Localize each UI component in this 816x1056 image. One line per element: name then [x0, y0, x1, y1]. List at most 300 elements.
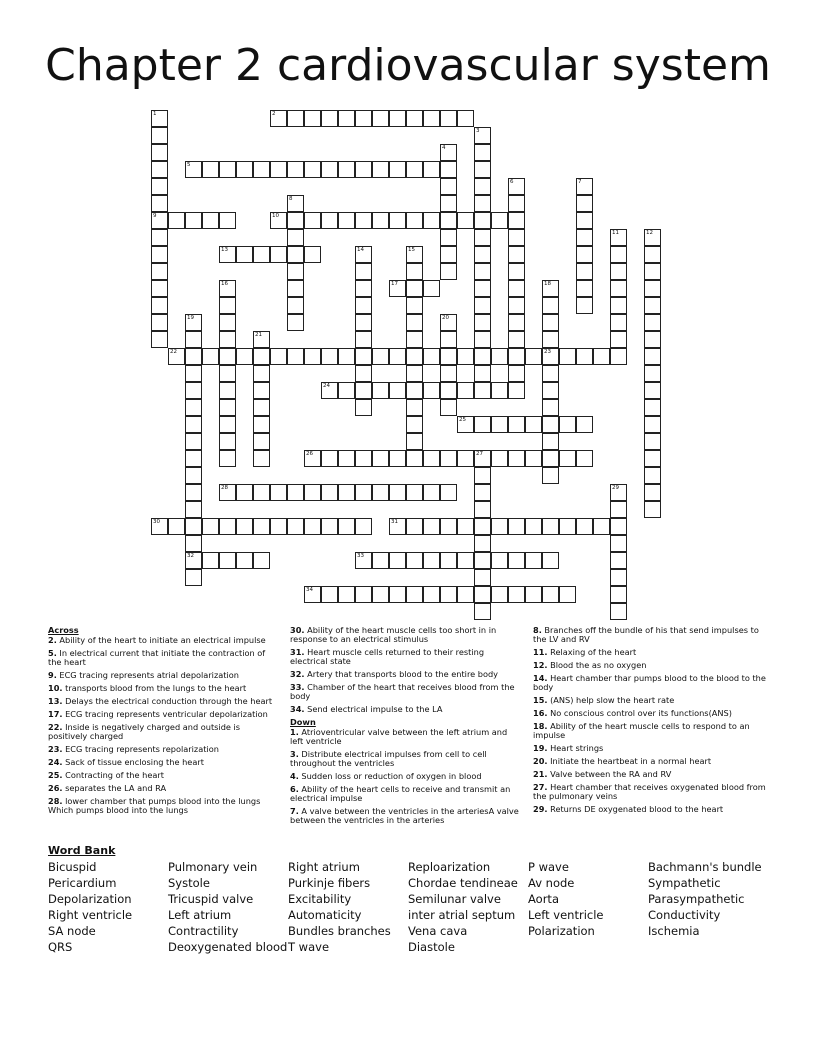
crossword-cell[interactable] [406, 586, 423, 603]
crossword-cell[interactable] [423, 450, 440, 467]
crossword-cell[interactable] [440, 229, 457, 246]
crossword-cell[interactable] [440, 365, 457, 382]
crossword-cell[interactable] [219, 518, 236, 535]
crossword-cell[interactable] [321, 212, 338, 229]
crossword-cell[interactable] [576, 518, 593, 535]
crossword-cell[interactable] [406, 280, 423, 297]
crossword-cell[interactable] [321, 348, 338, 365]
crossword-cell[interactable] [219, 433, 236, 450]
crossword-cell[interactable] [338, 586, 355, 603]
crossword-cell[interactable] [610, 263, 627, 280]
crossword-cell[interactable] [474, 331, 491, 348]
crossword-cell[interactable] [474, 501, 491, 518]
crossword-cell[interactable] [457, 348, 474, 365]
crossword-cell[interactable] [372, 348, 389, 365]
crossword-cell[interactable] [508, 297, 525, 314]
crossword-cell[interactable] [355, 280, 372, 297]
crossword-cell[interactable] [644, 467, 661, 484]
crossword-cell[interactable] [287, 518, 304, 535]
crossword-cell[interactable] [338, 348, 355, 365]
crossword-cell[interactable] [440, 382, 457, 399]
crossword-cell[interactable] [321, 518, 338, 535]
crossword-cell[interactable] [423, 484, 440, 501]
crossword-cell[interactable] [508, 246, 525, 263]
crossword-cell[interactable] [185, 450, 202, 467]
crossword-cell[interactable] [406, 518, 423, 535]
crossword-cell[interactable] [321, 484, 338, 501]
crossword-cell[interactable] [270, 161, 287, 178]
crossword-cell[interactable] [576, 416, 593, 433]
crossword-cell[interactable] [644, 348, 661, 365]
crossword-cell[interactable] [151, 229, 168, 246]
crossword-cell[interactable] [151, 314, 168, 331]
crossword-cell[interactable] [610, 246, 627, 263]
crossword-cell[interactable] [151, 331, 168, 348]
crossword-cell[interactable] [491, 450, 508, 467]
crossword-cell[interactable] [440, 484, 457, 501]
crossword-cell[interactable] [219, 212, 236, 229]
crossword-cell[interactable] [355, 297, 372, 314]
crossword-cell[interactable] [304, 212, 321, 229]
crossword-cell[interactable] [253, 518, 270, 535]
crossword-cell[interactable] [474, 195, 491, 212]
crossword-cell[interactable] [185, 501, 202, 518]
crossword-cell[interactable] [253, 416, 270, 433]
crossword-cell[interactable] [355, 314, 372, 331]
crossword-cell[interactable] [508, 331, 525, 348]
crossword-cell[interactable] [474, 263, 491, 280]
crossword-cell[interactable] [525, 416, 542, 433]
crossword-cell[interactable] [474, 314, 491, 331]
crossword-cell[interactable] [474, 467, 491, 484]
crossword-cell[interactable] [236, 348, 253, 365]
crossword-cell[interactable] [372, 161, 389, 178]
crossword-cell[interactable] [508, 280, 525, 297]
crossword-cell[interactable] [151, 280, 168, 297]
crossword-cell[interactable] [287, 110, 304, 127]
crossword-cell[interactable] [185, 569, 202, 586]
crossword-cell[interactable] [321, 110, 338, 127]
crossword-cell[interactable] [559, 416, 576, 433]
crossword-cell[interactable] [355, 263, 372, 280]
crossword-cell[interactable] [457, 382, 474, 399]
crossword-cell[interactable] [474, 603, 491, 620]
crossword-cell[interactable] [457, 552, 474, 569]
crossword-cell[interactable] [440, 331, 457, 348]
crossword-cell[interactable] [508, 416, 525, 433]
crossword-cell[interactable] [508, 212, 525, 229]
crossword-cell[interactable] [253, 365, 270, 382]
crossword-cell[interactable] [151, 127, 168, 144]
crossword-cell[interactable] [474, 246, 491, 263]
crossword-cell[interactable] [610, 518, 627, 535]
crossword-cell[interactable] [423, 382, 440, 399]
crossword-cell[interactable] [406, 484, 423, 501]
crossword-cell[interactable] [440, 195, 457, 212]
crossword-cell[interactable] [457, 450, 474, 467]
crossword-cell[interactable] [474, 365, 491, 382]
crossword-cell[interactable] [338, 110, 355, 127]
crossword-cell[interactable] [508, 314, 525, 331]
crossword-cell[interactable] [610, 331, 627, 348]
crossword-cell[interactable] [406, 161, 423, 178]
crossword-cell[interactable] [185, 399, 202, 416]
crossword-cell[interactable] [474, 297, 491, 314]
crossword-cell[interactable] [474, 280, 491, 297]
crossword-cell[interactable] [372, 586, 389, 603]
crossword-cell[interactable] [457, 586, 474, 603]
crossword-cell[interactable] [287, 212, 304, 229]
crossword-cell[interactable] [202, 212, 219, 229]
crossword-cell[interactable] [576, 246, 593, 263]
crossword-cell[interactable] [542, 552, 559, 569]
crossword-cell[interactable] [236, 484, 253, 501]
crossword-cell[interactable] [508, 348, 525, 365]
crossword-cell[interactable] [525, 552, 542, 569]
crossword-cell[interactable] [287, 280, 304, 297]
crossword-cell[interactable] [219, 314, 236, 331]
crossword-cell[interactable] [474, 552, 491, 569]
crossword-cell[interactable] [440, 246, 457, 263]
crossword-cell[interactable] [202, 161, 219, 178]
crossword-cell[interactable] [525, 348, 542, 365]
crossword-cell[interactable] [253, 433, 270, 450]
crossword-cell[interactable] [287, 263, 304, 280]
crossword-cell[interactable] [304, 161, 321, 178]
crossword-cell[interactable] [474, 416, 491, 433]
crossword-cell[interactable] [491, 348, 508, 365]
crossword-cell[interactable] [406, 110, 423, 127]
crossword-cell[interactable] [372, 110, 389, 127]
crossword-cell[interactable] [559, 518, 576, 535]
crossword-cell[interactable] [440, 161, 457, 178]
crossword-cell[interactable] [644, 382, 661, 399]
crossword-cell[interactable] [576, 212, 593, 229]
crossword-cell[interactable] [253, 552, 270, 569]
crossword-cell[interactable] [593, 518, 610, 535]
crossword-cell[interactable] [525, 450, 542, 467]
crossword-cell[interactable] [219, 416, 236, 433]
crossword-cell[interactable] [389, 552, 406, 569]
crossword-cell[interactable] [593, 348, 610, 365]
crossword-cell[interactable] [355, 110, 372, 127]
crossword-cell[interactable] [406, 314, 423, 331]
crossword-cell[interactable] [474, 586, 491, 603]
crossword-cell[interactable] [321, 161, 338, 178]
crossword-cell[interactable] [610, 501, 627, 518]
crossword-cell[interactable] [185, 365, 202, 382]
crossword-cell[interactable] [151, 178, 168, 195]
crossword-cell[interactable] [389, 484, 406, 501]
crossword-cell[interactable] [610, 586, 627, 603]
crossword-cell[interactable] [508, 263, 525, 280]
crossword-cell[interactable] [474, 348, 491, 365]
crossword-cell[interactable] [338, 161, 355, 178]
crossword-cell[interactable] [185, 382, 202, 399]
crossword-cell[interactable] [185, 348, 202, 365]
crossword-cell[interactable] [355, 348, 372, 365]
crossword-cell[interactable] [610, 297, 627, 314]
crossword-cell[interactable] [576, 195, 593, 212]
crossword-cell[interactable] [542, 518, 559, 535]
crossword-cell[interactable] [576, 297, 593, 314]
crossword-cell[interactable] [474, 161, 491, 178]
crossword-cell[interactable] [355, 518, 372, 535]
crossword-cell[interactable] [542, 365, 559, 382]
crossword-cell[interactable] [423, 348, 440, 365]
crossword-cell[interactable] [168, 518, 185, 535]
crossword-cell[interactable] [406, 552, 423, 569]
crossword-cell[interactable] [610, 348, 627, 365]
crossword-cell[interactable] [610, 603, 627, 620]
crossword-cell[interactable] [321, 586, 338, 603]
crossword-cell[interactable] [338, 484, 355, 501]
crossword-cell[interactable] [542, 450, 559, 467]
crossword-cell[interactable] [457, 212, 474, 229]
crossword-cell[interactable] [610, 280, 627, 297]
crossword-cell[interactable] [321, 450, 338, 467]
crossword-cell[interactable] [508, 518, 525, 535]
crossword-cell[interactable] [610, 535, 627, 552]
crossword-cell[interactable] [185, 467, 202, 484]
crossword-cell[interactable] [338, 212, 355, 229]
crossword-cell[interactable] [406, 433, 423, 450]
crossword-cell[interactable] [270, 348, 287, 365]
crossword-cell[interactable] [253, 382, 270, 399]
crossword-cell[interactable] [287, 348, 304, 365]
crossword-cell[interactable] [542, 382, 559, 399]
crossword-cell[interactable] [610, 314, 627, 331]
crossword-cell[interactable] [440, 110, 457, 127]
crossword-cell[interactable] [355, 212, 372, 229]
crossword-cell[interactable] [644, 314, 661, 331]
crossword-cell[interactable] [644, 331, 661, 348]
crossword-cell[interactable] [644, 484, 661, 501]
crossword-cell[interactable] [474, 484, 491, 501]
crossword-cell[interactable] [423, 161, 440, 178]
crossword-cell[interactable] [423, 212, 440, 229]
crossword-cell[interactable] [355, 365, 372, 382]
crossword-cell[interactable] [338, 382, 355, 399]
crossword-cell[interactable] [202, 348, 219, 365]
crossword-cell[interactable] [508, 552, 525, 569]
crossword-cell[interactable] [151, 161, 168, 178]
crossword-cell[interactable] [372, 552, 389, 569]
crossword-cell[interactable] [559, 348, 576, 365]
crossword-cell[interactable] [389, 348, 406, 365]
crossword-cell[interactable] [185, 518, 202, 535]
crossword-cell[interactable] [491, 212, 508, 229]
crossword-cell[interactable] [219, 382, 236, 399]
crossword-cell[interactable] [491, 518, 508, 535]
crossword-cell[interactable] [440, 399, 457, 416]
crossword-cell[interactable] [440, 552, 457, 569]
crossword-cell[interactable] [372, 212, 389, 229]
crossword-cell[interactable] [559, 586, 576, 603]
crossword-cell[interactable] [270, 518, 287, 535]
crossword-cell[interactable] [219, 348, 236, 365]
crossword-cell[interactable] [253, 484, 270, 501]
crossword-cell[interactable] [219, 297, 236, 314]
crossword-cell[interactable] [440, 178, 457, 195]
crossword-cell[interactable] [542, 586, 559, 603]
crossword-cell[interactable] [474, 535, 491, 552]
crossword-cell[interactable] [423, 518, 440, 535]
crossword-cell[interactable] [253, 161, 270, 178]
crossword-cell[interactable] [644, 280, 661, 297]
crossword-cell[interactable] [304, 518, 321, 535]
crossword-cell[interactable] [406, 212, 423, 229]
crossword-cell[interactable] [406, 331, 423, 348]
crossword-cell[interactable] [406, 382, 423, 399]
crossword-cell[interactable] [389, 161, 406, 178]
crossword-cell[interactable] [287, 246, 304, 263]
crossword-cell[interactable] [644, 297, 661, 314]
crossword-cell[interactable] [287, 314, 304, 331]
crossword-cell[interactable] [508, 229, 525, 246]
crossword-cell[interactable] [644, 365, 661, 382]
crossword-cell[interactable] [270, 484, 287, 501]
crossword-cell[interactable] [542, 331, 559, 348]
crossword-cell[interactable] [287, 229, 304, 246]
crossword-cell[interactable] [151, 144, 168, 161]
crossword-cell[interactable] [253, 450, 270, 467]
crossword-cell[interactable] [406, 297, 423, 314]
crossword-cell[interactable] [474, 144, 491, 161]
crossword-cell[interactable] [304, 348, 321, 365]
crossword-cell[interactable] [508, 586, 525, 603]
crossword-cell[interactable] [644, 399, 661, 416]
crossword-cell[interactable] [389, 382, 406, 399]
crossword-cell[interactable] [355, 450, 372, 467]
crossword-cell[interactable] [423, 552, 440, 569]
crossword-cell[interactable] [372, 484, 389, 501]
crossword-cell[interactable] [542, 467, 559, 484]
crossword-cell[interactable] [508, 450, 525, 467]
crossword-cell[interactable] [253, 246, 270, 263]
crossword-cell[interactable] [457, 518, 474, 535]
crossword-cell[interactable] [644, 450, 661, 467]
crossword-cell[interactable] [338, 518, 355, 535]
crossword-cell[interactable] [610, 552, 627, 569]
crossword-cell[interactable] [644, 433, 661, 450]
crossword-cell[interactable] [270, 246, 287, 263]
crossword-cell[interactable] [389, 586, 406, 603]
crossword-cell[interactable] [644, 501, 661, 518]
crossword-cell[interactable] [474, 229, 491, 246]
crossword-cell[interactable] [474, 178, 491, 195]
crossword-cell[interactable] [474, 212, 491, 229]
crossword-cell[interactable] [542, 416, 559, 433]
crossword-cell[interactable] [508, 195, 525, 212]
crossword-cell[interactable] [338, 450, 355, 467]
crossword-cell[interactable] [406, 416, 423, 433]
crossword-cell[interactable] [151, 246, 168, 263]
crossword-cell[interactable] [355, 586, 372, 603]
crossword-cell[interactable] [542, 399, 559, 416]
crossword-cell[interactable] [287, 297, 304, 314]
crossword-cell[interactable] [406, 263, 423, 280]
crossword-cell[interactable] [185, 484, 202, 501]
crossword-cell[interactable] [508, 382, 525, 399]
crossword-cell[interactable] [474, 569, 491, 586]
crossword-cell[interactable] [151, 297, 168, 314]
crossword-cell[interactable] [219, 331, 236, 348]
crossword-cell[interactable] [491, 416, 508, 433]
crossword-cell[interactable] [202, 518, 219, 535]
crossword-cell[interactable] [253, 348, 270, 365]
crossword-cell[interactable] [372, 382, 389, 399]
crossword-cell[interactable] [423, 110, 440, 127]
crossword-cell[interactable] [219, 552, 236, 569]
crossword-cell[interactable] [440, 263, 457, 280]
crossword-cell[interactable] [559, 450, 576, 467]
crossword-cell[interactable] [440, 212, 457, 229]
crossword-cell[interactable] [525, 518, 542, 535]
crossword-cell[interactable] [253, 399, 270, 416]
crossword-cell[interactable] [185, 535, 202, 552]
crossword-cell[interactable] [236, 246, 253, 263]
crossword-cell[interactable] [508, 365, 525, 382]
crossword-cell[interactable] [542, 314, 559, 331]
crossword-cell[interactable] [542, 433, 559, 450]
crossword-cell[interactable] [355, 399, 372, 416]
crossword-cell[interactable] [236, 161, 253, 178]
crossword-cell[interactable] [355, 161, 372, 178]
crossword-cell[interactable] [406, 365, 423, 382]
crossword-cell[interactable] [304, 110, 321, 127]
crossword-cell[interactable] [440, 348, 457, 365]
crossword-cell[interactable] [185, 212, 202, 229]
crossword-cell[interactable] [423, 280, 440, 297]
crossword-cell[interactable] [287, 484, 304, 501]
crossword-cell[interactable] [457, 110, 474, 127]
crossword-cell[interactable] [576, 450, 593, 467]
crossword-cell[interactable] [440, 586, 457, 603]
crossword-cell[interactable] [389, 450, 406, 467]
crossword-cell[interactable] [491, 552, 508, 569]
crossword-cell[interactable] [576, 263, 593, 280]
crossword-cell[interactable] [576, 229, 593, 246]
crossword-cell[interactable] [440, 518, 457, 535]
crossword-cell[interactable] [491, 382, 508, 399]
crossword-cell[interactable] [168, 212, 185, 229]
crossword-cell[interactable] [406, 399, 423, 416]
crossword-cell[interactable] [185, 433, 202, 450]
crossword-cell[interactable] [185, 416, 202, 433]
crossword-cell[interactable] [236, 552, 253, 569]
crossword-cell[interactable] [610, 569, 627, 586]
crossword-cell[interactable] [406, 348, 423, 365]
crossword-cell[interactable] [474, 518, 491, 535]
crossword-cell[interactable] [525, 586, 542, 603]
crossword-cell[interactable] [406, 450, 423, 467]
crossword-cell[interactable] [440, 450, 457, 467]
crossword-cell[interactable] [304, 484, 321, 501]
crossword-cell[interactable] [491, 586, 508, 603]
crossword-cell[interactable] [185, 331, 202, 348]
crossword-cell[interactable] [474, 382, 491, 399]
crossword-cell[interactable] [219, 450, 236, 467]
crossword-cell[interactable] [389, 212, 406, 229]
crossword-cell[interactable] [644, 416, 661, 433]
crossword-cell[interactable] [423, 586, 440, 603]
crossword-cell[interactable] [542, 297, 559, 314]
crossword-cell[interactable] [372, 450, 389, 467]
crossword-cell[interactable] [576, 280, 593, 297]
crossword-cell[interactable] [219, 161, 236, 178]
crossword-cell[interactable] [236, 518, 253, 535]
